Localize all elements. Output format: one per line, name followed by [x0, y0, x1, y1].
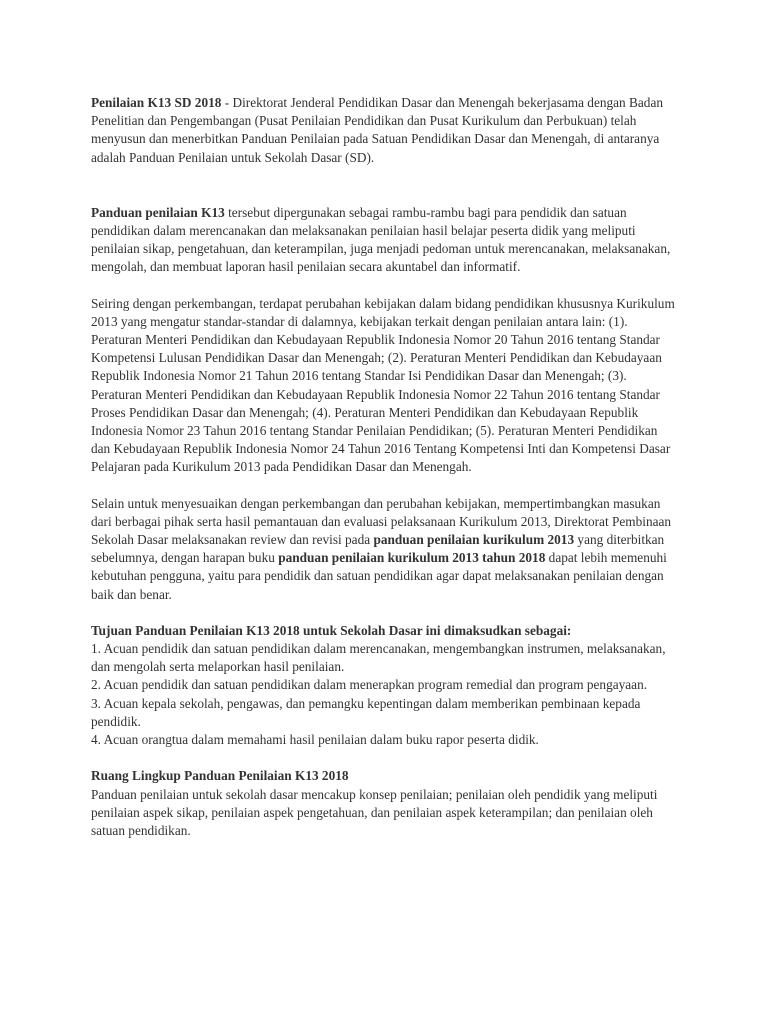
revisi-text-2: yang diterbitkan sebelumnya, dengan harapan buku: [91, 532, 665, 566]
revisi-text-1: Selain untuk menyesuaikan dengan perkembangan dan perubahan kebijakan, mempertimbangkan masukan dari berbagai pihak serta hasil pemantauan dan evaluasi pelaksanaan Kurikulum 2013, Direktorat Pembinaan Sekolah Dasar melaksanakan review dan revisi pada: [91, 495, 672, 548]
tujuan-heading: [91, 622, 675, 640]
tujuan-item-3: 3. Acuan kepala sekolah, pengawas, dan pemangku kepentingan dalam memberikan pembinaan kepada pendidik.: [91, 695, 641, 729]
panduan-bold-term: Panduan penilaian K13: [91, 204, 225, 220]
ruang-heading-text: Ruang Lingkup Panduan Penilaian K13 2018: [91, 768, 349, 784]
spacer: [91, 749, 675, 767]
ruang-heading: [91, 767, 675, 785]
ruang-paragraph: Panduan penilaian untuk sekolah dasar mencakup konsep penilaian; penilaian oleh pendidik yang meliputi penilaian aspek sikap, penilaian aspek pengetahuan, dan penilaian aspek keterampilan; dan penilaian oleh satuan pendidikan.: [91, 786, 658, 838]
tujuan-heading-text: Tujuan Panduan Penilaian K13 2018 untuk Sekolah Dasar ini dimaksudkan sebagai:: [91, 622, 572, 638]
revisi-bold-2: panduan penilaian kurikulum 2013 tahun 2018: [278, 550, 546, 566]
revisi-bold-1: panduan penilaian kurikulum 2013: [373, 532, 575, 548]
revisi-paragraph: [91, 495, 675, 604]
tujuan-item-1: 1. Acuan pendidik dan satuan pendidikan dalam merencanakan, mengembangkan instrumen, melaksanakan, dan mengolah serta melaporkan hasil penilaian.: [91, 641, 666, 675]
intro-bold-title: Penilaian K13 SD 2018: [91, 95, 222, 110]
revisi-text-3: dapat lebih memenuhi kebutuhan pengguna, yaitu para pendidik dan satuan pendidikan agar dapat melaksanakan penilaian dengan baik dan benar.: [91, 550, 667, 602]
tujuan-item-2: 2. Acuan pendidik dan satuan pendidikan dalam menerapkan program remedial dan program pengayaan.: [91, 677, 648, 693]
intro-text: - Direktorat Jenderal Pendidikan Dasar dan Menengah bekerjasama dengan Badan Penelitian dan Pengembangan (Pusat Penilaian Pendidikan dan Pusat Kurikulum dan Perbukuan) telah menyusun dan menerbitkan Panduan Penilaian pada Satuan Pendidikan Dasar dan Menengah, di antaranya adalah Panduan Penilaian untuk Sekolah Dasar (SD).: [91, 95, 663, 165]
intro-paragraph: [91, 94, 675, 167]
spacer: [91, 604, 675, 622]
panduan-paragraph: [91, 204, 675, 277]
spacer: [91, 167, 675, 204]
document-page: [91, 94, 675, 840]
spacer: [91, 477, 675, 495]
kebijakan-paragraph: Seiring dengan perkembangan, terdapat perubahan kebijakan dalam bidang pendidikan khususnya Kurikulum 2013 yang mengatur standar-standar di dalamnya, kebijakan terkait dengan penilaian antara lain: (1). Peraturan Menteri Pendidikan dan Kebudayaan Republik Indonesia Nomor 20 Tahun 2016 tentang Standar Kompetensi Lulusan Pendidikan Dasar dan Menengah; (2). Peraturan Menteri Pendidikan dan Kebudayaan Republik Indonesia Nomor 21 Tahun 2016 tentang Standar Isi Pendidikan Dasar dan Menengah; (3). Peraturan Menteri Pendidikan dan Kebudayaan Republik Indonesia Nomor 22 Tahun 2016 tentang Standar Proses Pendidikan Dasar dan Menengah; (4). Peraturan Menteri Pendidikan dan Kebudayaan Republik Indonesia Nomor 23 Tahun 2016 tentang Standar Penilaian Pendidikan; (5). Peraturan Menteri Pendidikan dan Kebudayaan Republik Indonesia Nomor 24 Tahun 2016 Tentang Kompetensi Inti dan Kompetensi Dasar Pelajaran pada Kurikulum 2013 pada Pendidikan Dasar dan Menengah.: [91, 295, 675, 475]
tujuan-item-4: 4. Acuan orangtua dalam memahami hasil penilaian dalam buku rapor peserta didik.: [91, 732, 539, 748]
spacer: [91, 277, 675, 295]
panduan-text: tersebut dipergunakan sebagai rambu-rambu bagi para pendidik dan satuan pendidikan dalam merencanakan dan melaksanakan penilaian hasil belajar peserta didik yang meliputi penilaian sikap, pengetahuan, dan keterampilan, juga menjadi pedoman untuk merencanakan, melaksanakan, mengolah, dan membuat laporan hasil penilaian secara akuntabel dan informatif.: [91, 204, 671, 275]
